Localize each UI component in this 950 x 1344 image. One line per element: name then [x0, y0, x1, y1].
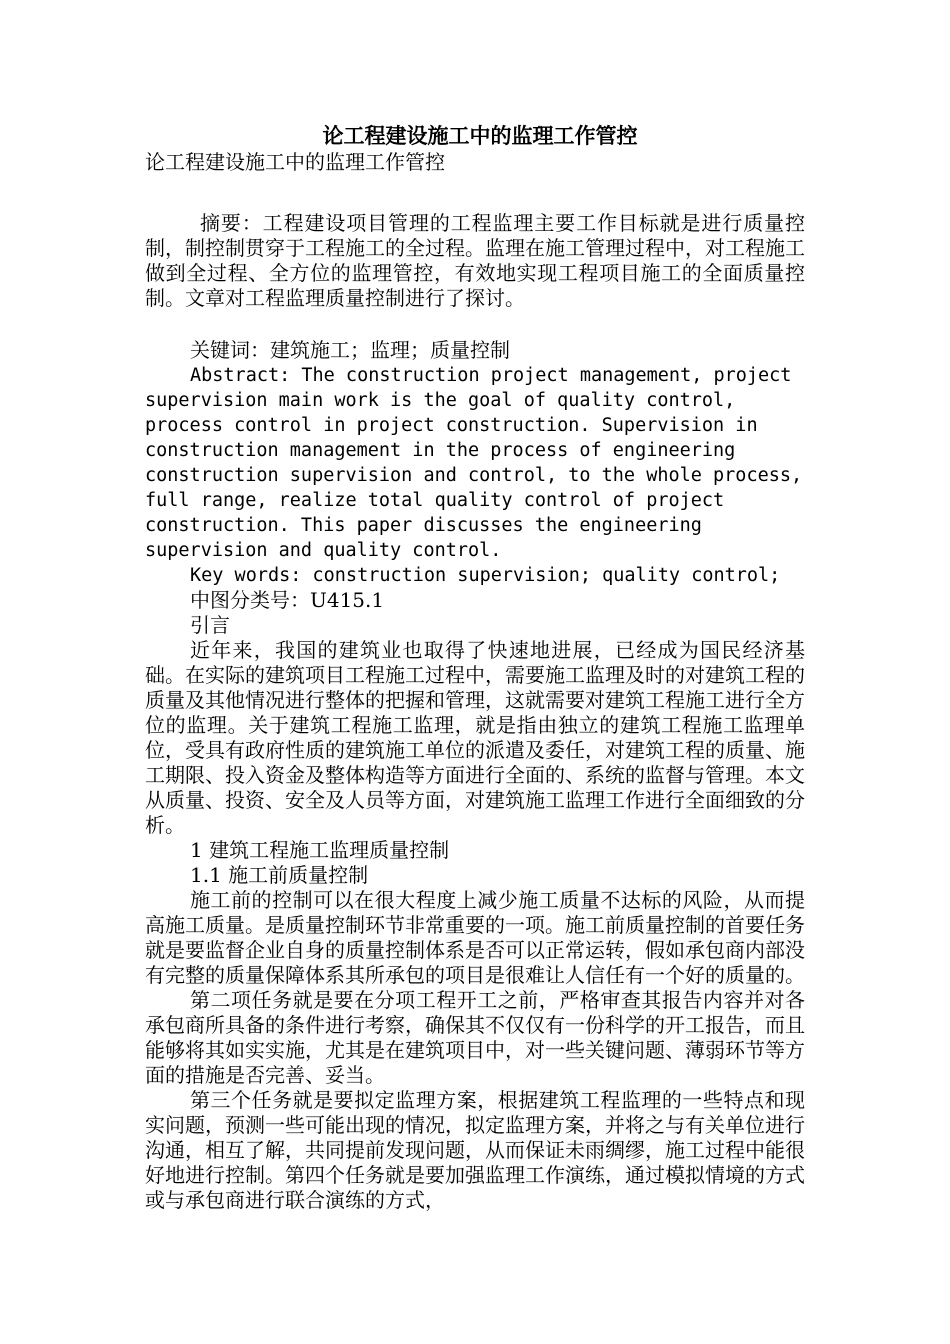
document-body — [145, 122, 805, 1213]
document-subtitle: 论工程建设施工中的监理工作管控 — [145, 150, 445, 174]
abstract-chinese: 摘要：工程建设项目管理的工程监理主要工作目标就是进行质量控制，制控制贯穿于工程施工的全过程。监理在施工管理过程中，对工程施工做到全过程、全方位的监理管控，有效地实现工程项目施工的全面质量控制。文章对工程监理质量控制进行了探讨。 — [145, 211, 805, 310]
intro-paragraph: 近年来，我国的建筑业也取得了快速地进展，已经成为国民经济基础。在实际的建筑项目工程施工过程中，需要施工监理及时的对建筑工程的质量及其他情况进行整体的把握和管理，这就需要对建筑工程施工进行全方位的监理。关于建筑工程施工监理，就是指由独立的建筑工程施工监理单位，受具有政府性质的建筑施工单位的派遣及委任，对建筑工程的质量、施工期限、投入资金及整体构造等方面进行全面的、系统的监督与管理。本文从质量、投资、安全及人员等方面，对建筑施工监理工作进行全面细致的分析。 — [145, 638, 805, 837]
abstract-english: Abstract: The construction project management, project supervision main work is the goal of quality control, process control in project construction. Supervision in construction management in the process of engineering construction supervision and control, to the whole process, full range, realize total quality control of project construction. This paper discusses the engineering supervision and quality control. — [145, 365, 803, 561]
section-1-heading: 1 建筑工程施工监理质量控制 — [190, 838, 450, 862]
section-1-1-heading: 1.1 施工前质量控制 — [190, 863, 369, 887]
intro-heading: 引言 — [190, 613, 230, 637]
spacer — [145, 175, 805, 211]
spacer — [145, 311, 805, 338]
paragraph-pre-construction: 施工前的控制可以在很大程度上减少施工质量不达标的风险，从而提高施工质量。是质量控制环节非常重要的一项。施工前质量控制的首要任务就是要监督企业自身的质量控制体系是否可以正常运转，假如承包商内部没有完整的质量保障体系其所承包的项目是很难让人信任有一个好的质量的。 — [145, 888, 805, 987]
keywords-chinese: 关键词：建筑施工；监理；质量控制 — [190, 338, 510, 362]
paragraph-second-task: 第二项任务就是要在分项工程开工之前，严格审查其报告内容并对各承包商所具备的条件进行考察，确保其不仅仅有一份科学的开工报告，而且能够将其如实实施，尤其是在建筑项目中，对一些关键问题、薄弱环节等方面的措施是否完善、妥当。 — [145, 988, 805, 1087]
document-title: 论工程建设施工中的监理工作管控 — [322, 123, 638, 148]
keywords-english: Key words: construction supervision; quality control; — [190, 565, 781, 586]
classification-number: 中图分类号：U415.1 — [190, 588, 385, 612]
paragraph-third-task: 第三个任务就是要拟定监理方案，根据建筑工程监理的一些特点和现实问题，预测一些可能出现的情况，拟定监理方案，并将之与有关单位进行沟通，相互了解，共同提前发现问题，从而保证未雨绸缪，施工过程中能很好地进行控制。第四个任务就是要加强监理工作演练，通过模拟情境的方式或与承包商进行联合演练的方式， — [145, 1088, 805, 1212]
